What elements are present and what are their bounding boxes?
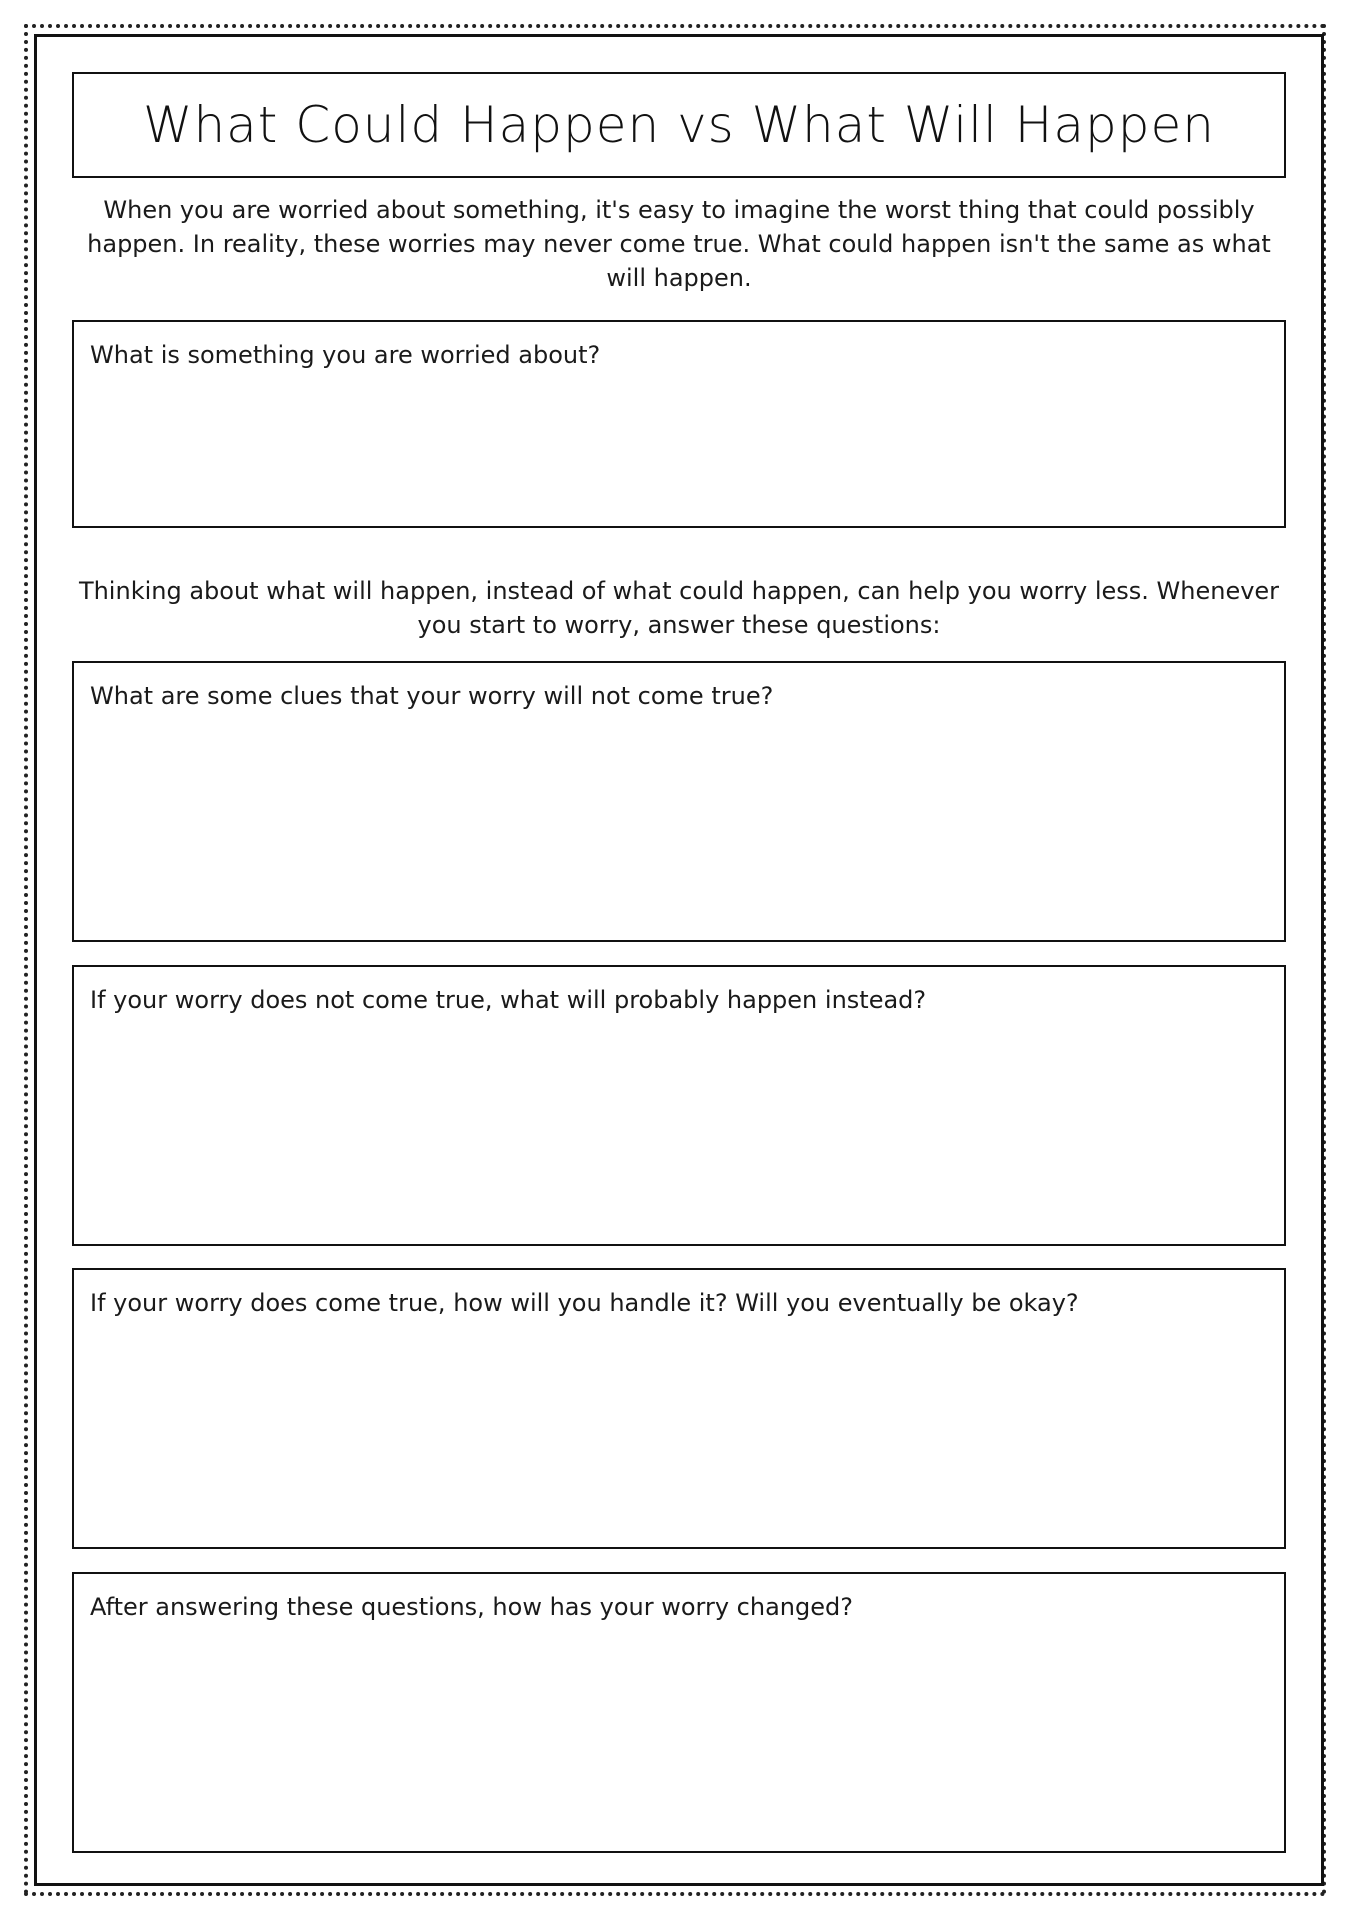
question-prompt: If your worry does not come true, what will probably happen instead? bbox=[90, 986, 927, 1014]
handle-it-box bbox=[72, 1268, 1286, 1549]
answer-area[interactable] bbox=[74, 1630, 1284, 1851]
question-prompt: If your worry does come true, how will you handle it? Will you eventually be okay? bbox=[90, 1289, 1079, 1317]
answer-area[interactable] bbox=[74, 378, 1284, 526]
worried-about-box bbox=[72, 320, 1286, 528]
question-prompt: What are some clues that your worry will not come true? bbox=[90, 682, 774, 710]
page-title: What Could Happen vs What Will Happen bbox=[143, 96, 1215, 154]
clues-box bbox=[72, 661, 1286, 942]
answer-area[interactable] bbox=[74, 1023, 1284, 1244]
title-box bbox=[72, 72, 1286, 178]
worry-changed-box bbox=[72, 1572, 1286, 1853]
question-prompt: After answering these questions, how has your worry changed? bbox=[90, 1593, 853, 1621]
answer-area[interactable] bbox=[74, 719, 1284, 940]
intro-paragraph: When you are worried about something, it's easy to imagine the worst thing that could possibly happen. In reality, these worries may never come true. What could happen isn't the same as what will happen. bbox=[87, 196, 1271, 292]
probably-happen-box bbox=[72, 965, 1286, 1246]
question-prompt: What is something you are worried about? bbox=[90, 341, 601, 369]
answer-area[interactable] bbox=[74, 1326, 1284, 1547]
guidance-paragraph: Thinking about what will happen, instead of what could happen, can help you worry less. Whenever you start to worry, answer these questions: bbox=[78, 577, 1280, 639]
